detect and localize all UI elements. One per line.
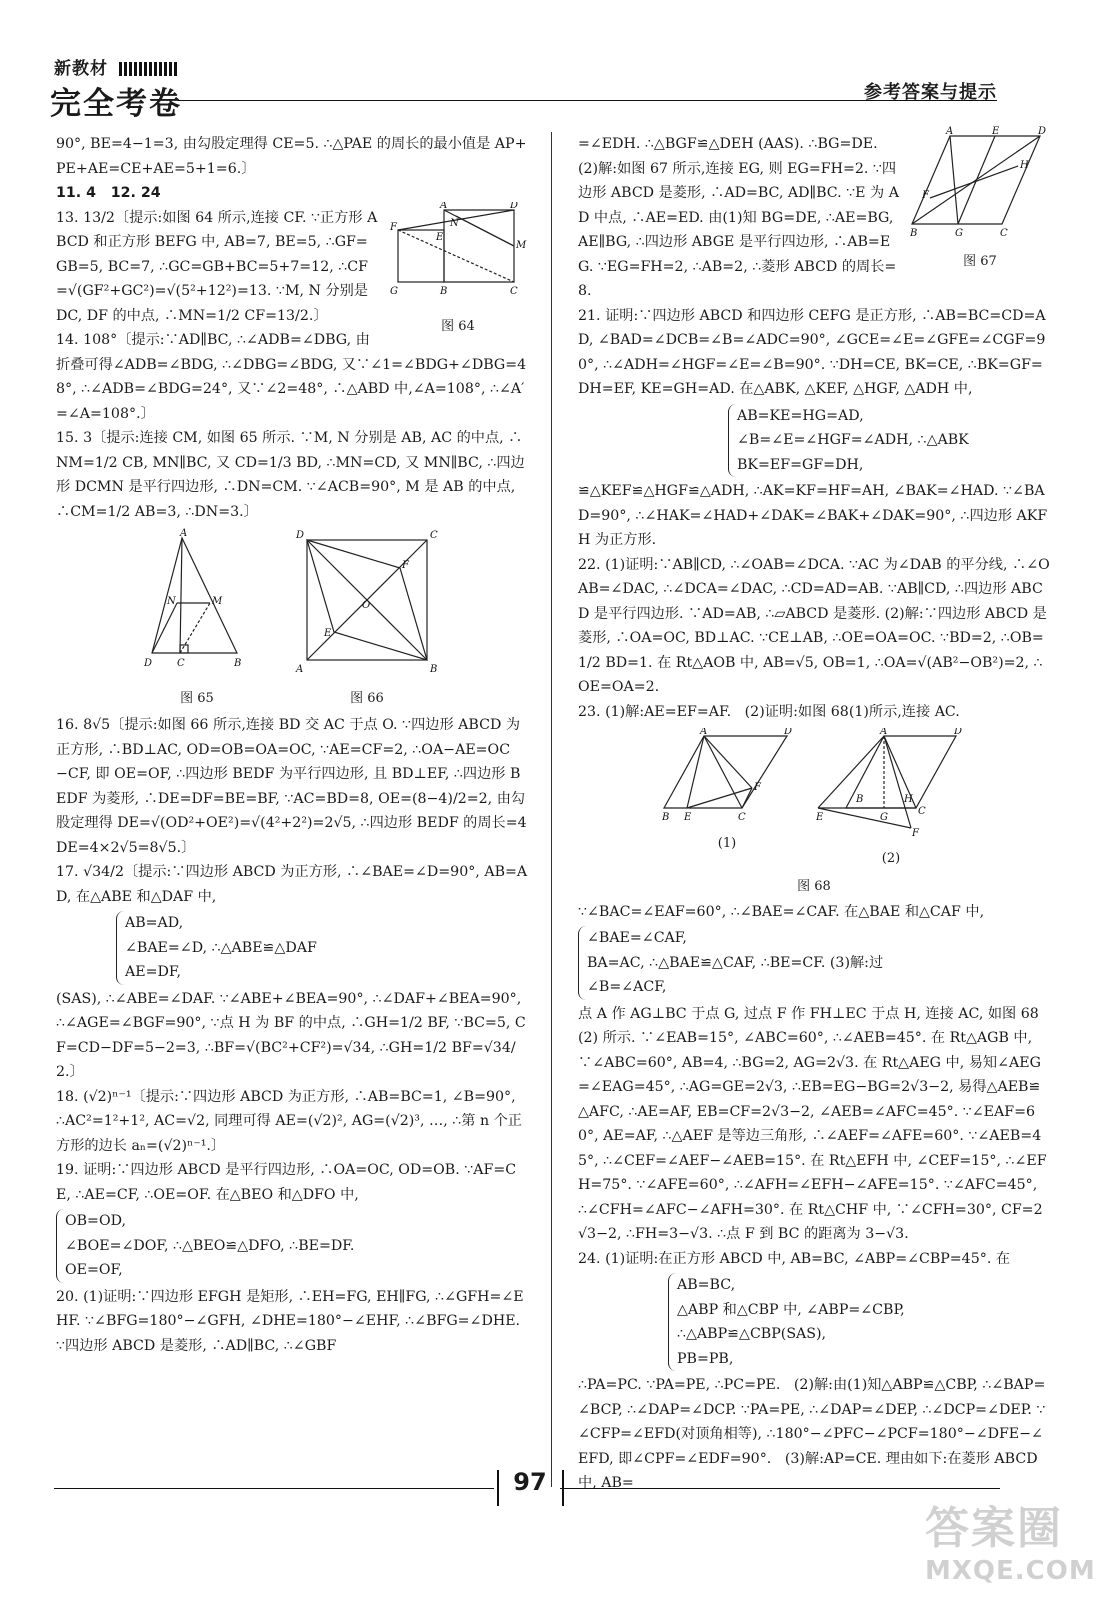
answer-24-line2: △ABP 和△CBP 中, ∠ABP=∠CBP, ∴△ABP≌△CBP(SAS), [677,1301,905,1342]
svg-text:G: G [390,285,398,297]
answer-22: 22. (1)证明:∵AB∥CD, ∴∠OAB=∠DCA. ∵AC 为∠DAB 的平分线, ∴∠OAB=∠DAC, ∴∠DCA=∠DAC, ∴CD=AD=AB. ∵AB∥CD, ∴四边形 ABCD 是平行四边形. ∵AD=AB, ∴▱ABCD 是菱形. (2)解:∵四边形 ABCD 是菱形, ∴OA=OC, BD⊥AC. ∵CE⊥AB, ∴OE=OA=OC. ∵BD=2, ∴OB=1/2 BD=1. 在 Rt△AOB 中, AB=√5, OB=1, ∴OA=√(AB²−OB²)=2, ∴OE=OA=2. [578,556,1050,695]
answer-21-intro: 21. 证明:∵四边形 ABCD 和四边形 CEFG 是正方形, ∴AB=BC=CD=AD, ∠BAD=∠DCB=∠B=∠ADC=90°, ∠GCE=∠E=∠GFE=∠CGF=90°, ∴∠ADH=∠HGF=∠E=∠B=90°. ∵DH=CE, BK=CE, ∴BK=GF=DH=EF, KE=GH=AD. 在△ABK, △KEF, △HGF, △ADH 中, [578,307,1046,397]
figure-68-2-label: (2) [881,850,901,866]
svg-text:C: C [738,812,746,823]
svg-text:B: B [662,812,670,823]
figure-68-label: 图 68 [797,879,831,894]
svg-text:M: M [516,239,527,251]
svg-text:E: E [324,628,332,639]
answer-18: 18. (√2)ⁿ⁻¹〔提示:∵四边形 ABCD 为正方形, ∴AB=BC=1, ∠B=90°, ∴AC²=1²+1², AC=√2, 同理可得 AE=(√2)², AG=(√2)³, …, ∴第 n 个正方形的边长 aₙ=(√2)ⁿ⁻¹.〕 [56,1088,522,1154]
answer-17-line3: AE=DF, [125,964,182,980]
answer-24-line3: PB=PB, [677,1350,734,1367]
brand-series [54,54,177,79]
answer-14: 14. 108°〔提示:∵AD∥BC, ∴∠ADB=∠DBG, 由折叠可得∠ADB=∠BDG, ∴∠DBG=∠BDG, 又∵∠1=∠BDG+∠DBG=48°, ∴∠ADB=∠BDG=24°, 又∵∠2=48°, ∴△ABD 中,∠A=108°, ∴∠A′=∠A=108°.〕 [56,332,527,422]
svg-text:D: D [784,728,792,737]
figure-65 [142,528,252,711]
answer-23-line3: ∠B=∠ACF, [587,979,667,995]
answer-19-intro: 19. 证明:∵四边形 ABCD 是平行四边形, ∴OA=OC, OD=OB. ∵AF=CE, ∴AE=CF, ∴OE=OF. 在△BEO 和△DFO 中, [56,1162,517,1203]
watermark-line1: 答案圈 [925,1503,1063,1554]
svg-text:B: B [910,228,918,239]
figure-67 [910,126,1050,274]
answer-10-tail: 90°, BE=4−1=3, 由勾股定理得 CE=5. ∴△PAE 的周长的最小值是 AP+PE+AE=CE+AE=5+1=6.〕 [56,136,527,177]
svg-text:M: M [212,596,223,607]
answer-21-line3: BK=EF=GF=DH, [737,456,864,473]
answer-21-line1: AB=KE=HG=AD, [737,407,864,424]
figures-65-66 [56,528,528,711]
svg-text:D: D [296,530,305,541]
svg-text:B: B [440,285,448,297]
answer-23-part2: ∵∠BAC=∠EAF=60°, ∴∠BAE=∠CAF. 在△BAE 和△CAF 中, [578,903,985,920]
figure-65-diagram [142,528,252,678]
svg-text:A: A [296,664,304,675]
footer-rule-right [560,1488,1000,1489]
left-column [56,132,528,1358]
answer-17-intro: 17. √34/2〔提示:∵四边形 ABCD 为正方形, ∴∠BAE=∠D=90°, AB=AD, 在△ABE 和△DAF 中, [56,864,528,905]
figure-68-2-diagram [816,728,966,838]
svg-text:E: E [992,126,1000,137]
figure-66 [292,528,442,711]
svg-text:D: D [1038,126,1047,137]
answer-17-line2: ∠BAE=∠D, ∴△ABE≌△DAF [125,939,317,956]
answer-23-line2: BA=AC, ∴△BAE≌△CAF, ∴BE=CF. (3)解:过 [587,954,884,971]
brand-top-text: 新教材 [54,59,108,79]
svg-text:G: G [880,812,888,823]
figure-68-1 [662,728,792,871]
figure-67-label: 图 67 [963,253,997,269]
answer-13: 13. 13/2〔提示:如图 64 所示,连接 CF. ∵正方形 ABCD 和正方形 BEFG 中, AB=7, BE=5, ∴GF=GB=5, BC=7, ∴GC=GB+BC=5+7=12, ∴CF=√(GF²+GC²)=√(5²+12²)=13. ∵M, N 分别是 DC, DF 的中点, ∴MN=1/2 CF=13/2.〕 [56,209,378,324]
svg-text:D: D [144,658,153,669]
figure-68 [578,728,1050,871]
svg-text:C: C [510,285,518,297]
page-number-bar-left [497,1470,499,1506]
answer-21-system [728,404,969,478]
answer-24-system [668,1273,1050,1371]
svg-text:O: O [362,600,371,611]
figure-67-diagram [910,126,1050,241]
figure-66-label: 图 66 [350,690,384,706]
right-column [578,126,1050,1496]
answer-11-12: 11. 4 12. 24 [56,185,161,201]
svg-text:F: F [390,221,397,233]
page-number: 97 [513,1468,547,1496]
svg-text:B: B [856,794,864,805]
watermark-line2: MXQE.COM [925,1556,1096,1586]
svg-text:A: A [440,201,448,211]
answer-23-intro: 23. (1)解:AE=EF=AF. (2)证明:如图 68(1)所示,连接 AC. [578,703,960,720]
column-divider [551,132,552,1487]
answer-21-rest: ≌△KEF≌△HGF≌△ADH, ∴AK=KF=HF=AH, ∠BAK=∠HAD. ∵∠BAD=90°, ∴∠HAK=∠HAD+∠DAK=∠BAK+∠DAK=90°, ∴四边形 AKFH 为正方形. [578,483,1048,548]
svg-text:C: C [430,530,438,541]
svg-text:C: C [177,658,185,669]
brand-barcode-graphic [119,62,177,76]
svg-text:F: F [402,560,409,571]
figure-64-diagram [388,202,528,307]
brand-title: 完全考卷 [50,86,182,122]
svg-text:E: E [684,812,692,823]
page-header [0,0,1105,130]
svg-text:E: E [436,231,444,243]
svg-text:G: G [955,228,963,239]
answer-24-line1: AB=BC, [677,1277,736,1293]
svg-text:F: F [922,190,929,201]
watermark-logo [925,1492,1096,1586]
svg-text:H: H [904,794,913,805]
svg-text:N: N [450,217,459,229]
answer-15: 15. 3〔提示:连接 CM, 如图 65 所示. ∵M, N 分别是 AB, AC 的中点, ∴NM=1/2 CB, MN∥BC, 又 CD=1/3 BD, ∴MN=CD, 又 MN∥BC, ∴四边形 DCMN 是平行四边形, ∴DN=CM. ∵∠ACB=90°, M 是 AB 的中点, ∴CM=1/2 AB=3, ∴DN=3.〕 [56,430,525,520]
answer-23-line1: ∠BAE=∠CAF, [587,930,687,946]
svg-text:A: A [700,728,708,737]
answer-17-rest: (SAS), ∴∠ABE=∠DAF. ∵∠ABE+∠BEA=90°, ∴∠DAF+∠BEA=90°, ∴∠AGE=∠BGF=90°, ∵点 H 为 BF 的中点, ∴GH=1/2 BF, ∵BC=5, CF=CD−DF=5−2=3, ∴BF=√(BC²+CF²)=√34, ∴GH=1/2 BF=√34/2.〕 [56,990,526,1080]
answer-19-line3: OE=OF, [65,1262,123,1278]
figure-68-2 [816,728,966,871]
svg-text:A: A [946,126,954,137]
svg-text:D: D [510,201,519,211]
figure-64-label: 图 64 [441,319,475,334]
answer-19-line2: ∠BOE=∠DOF, ∴△BEO≌△DFO, ∴BE=DF. [65,1237,355,1254]
figure-66-diagram [292,528,442,678]
svg-text:B: B [430,664,438,675]
answer-17-system [116,911,317,985]
svg-text:A: A [180,528,188,539]
figure-64 [388,202,528,340]
figure-65-label: 图 65 [180,690,214,706]
svg-text:A: A [880,728,888,737]
figure-68-1-diagram [662,728,792,823]
answer-19-system [56,1209,354,1283]
svg-text:E: E [816,812,824,823]
answer-20-part2: =∠EDH. ∴△BGF≌△DEH (AAS). ∴BG=DE. (2)解:如图 67 所示,连接 EG, 则 EG=FH=2. ∵四边形 ABCD 是菱形, ∴AD=BC, AD∥BC. ∵E 为 AD 中点, ∴AE=ED. 由(1)知 BG=DE, ∴AE=BG, AE∥BG, ∴四边形 ABGE 是平行四边形, ∴AB=EG. ∵EG=FH=2, ∴AB=2, ∴菱形 ABCD 的周长=8. [578,136,899,299]
svg-text:C: C [1000,228,1008,239]
answer-23-part3: 点 A 作 AG⊥BC 于点 G, 过点 F 作 FH⊥EC 于点 H, 连接 AC, 如图 68(2) 所示. ∵∠EAB=15°, ∠ABC=60°, ∴∠AEB=45°. 在 Rt△AGB 中, ∵∠ABC=60°, AB=4, ∴BG=2, AG=2√3. 在 Rt△AEG 中, 易知∠AEG=∠EAG=45°, ∴AG=GE=2√3, ∴EB=EG−BG=2√3−2, 易得△AEB≌△AFC, ∴AE=AF, EB=CF=2√3−2, ∠AEB=∠AFC=45°. ∵∠EAF=60°, AE=AF, ∴△AEF 是等边三角形, ∴∠AEF=∠AFE=60°. ∵∠AEB=45°, ∴∠CEF=∠AEF−∠AEB=15°. 在 Rt△EFH 中, ∠CEF=15°, ∴∠EFH=75°. ∵∠AFE=60°, ∴∠AFH=∠EFH−∠AFE=15°. ∵∠AFC=45°, ∴∠CFH=∠AFC−∠AFH=30°. 在 Rt△CHF 中, ∵∠CFH=30°, CF=2√3−2, ∴FH=3−√3. ∴点 F 到 BC 的距离为 3−√3. [578,1005,1047,1242]
footer-rule-left [54,1488,494,1489]
answer-20-part1: 20. (1)证明:∵四边形 EFGH 是矩形, ∴EH=FG, EH∥FG, ∴∠GFH=∠EHF. ∵∠BFG=180°−∠GFH, ∠DHE=180°−∠EHF, ∴∠BFG=∠DHE. ∵四边形 ABCD 是菱形, ∴AD∥BC, ∴∠GBF [56,1288,525,1354]
answer-16: 16. 8√5〔提示:如图 66 所示,连接 BD 交 AC 于点 O. ∵四边形 ABCD 为正方形, ∴BD⊥AC, OD=OB=OA=OC, ∵AE=CF=2, ∴OA−AE=OC−CF, 即 OE=OF, ∴四边形 BEDF 为平行四边形, 且 BD⊥EF, ∴四边形 BEDF 为菱形, ∴DE=DF=BE=BF, ∵AC=BD=8, OE=(8−4)/2=2, 由勾股定理得 DE=√(OD²+OE²)=√(4²+2²)=2√5, ∴四边形 BEDF 的周长=4DE=4×2√5=8√5.〕 [56,717,527,856]
answer-24-rest: ∴PA=PC. ∵PA=PE, ∴PC=PE. (2)解:由(1)知△ABP≌△CBP, ∴∠BAP=∠BCP, ∴∠DAP=∠DCP. ∵PA=PE, ∴∠DAP=∠DEP, ∴∠DCP=∠DEP. ∵∠CFP=∠EFD(对顶角相等), ∴180°−∠PFC−∠PCF=180°−∠DFE−∠EFD, 即∠CPF=∠EDF=90°. (3)解:AP=CE. 理由如下:在菱形 ABCD 中, AB= [578,1377,1046,1491]
svg-text:N: N [167,596,176,607]
figure-68-1-label: (1) [717,835,737,851]
svg-text:D: D [954,728,963,737]
section-title: 参考答案与提示 [864,82,997,103]
svg-text:H: H [1020,160,1029,171]
svg-text:F: F [912,828,919,838]
answer-19-line1: OB=OD, [65,1213,126,1229]
answer-17-line1: AB=AD, [125,915,184,931]
answer-21-line2: ∠B=∠E=∠HGF=∠ADH, ∴△ABK [737,432,969,448]
answer-24-intro: 24. (1)证明:在正方形 ABCD 中, AB=BC, ∠ABP=∠CBP=45°. 在 [578,1250,1011,1267]
answer-23-system [578,926,883,1000]
svg-text:C: C [918,806,926,817]
svg-text:F: F [754,782,761,793]
svg-text:B: B [234,658,242,669]
